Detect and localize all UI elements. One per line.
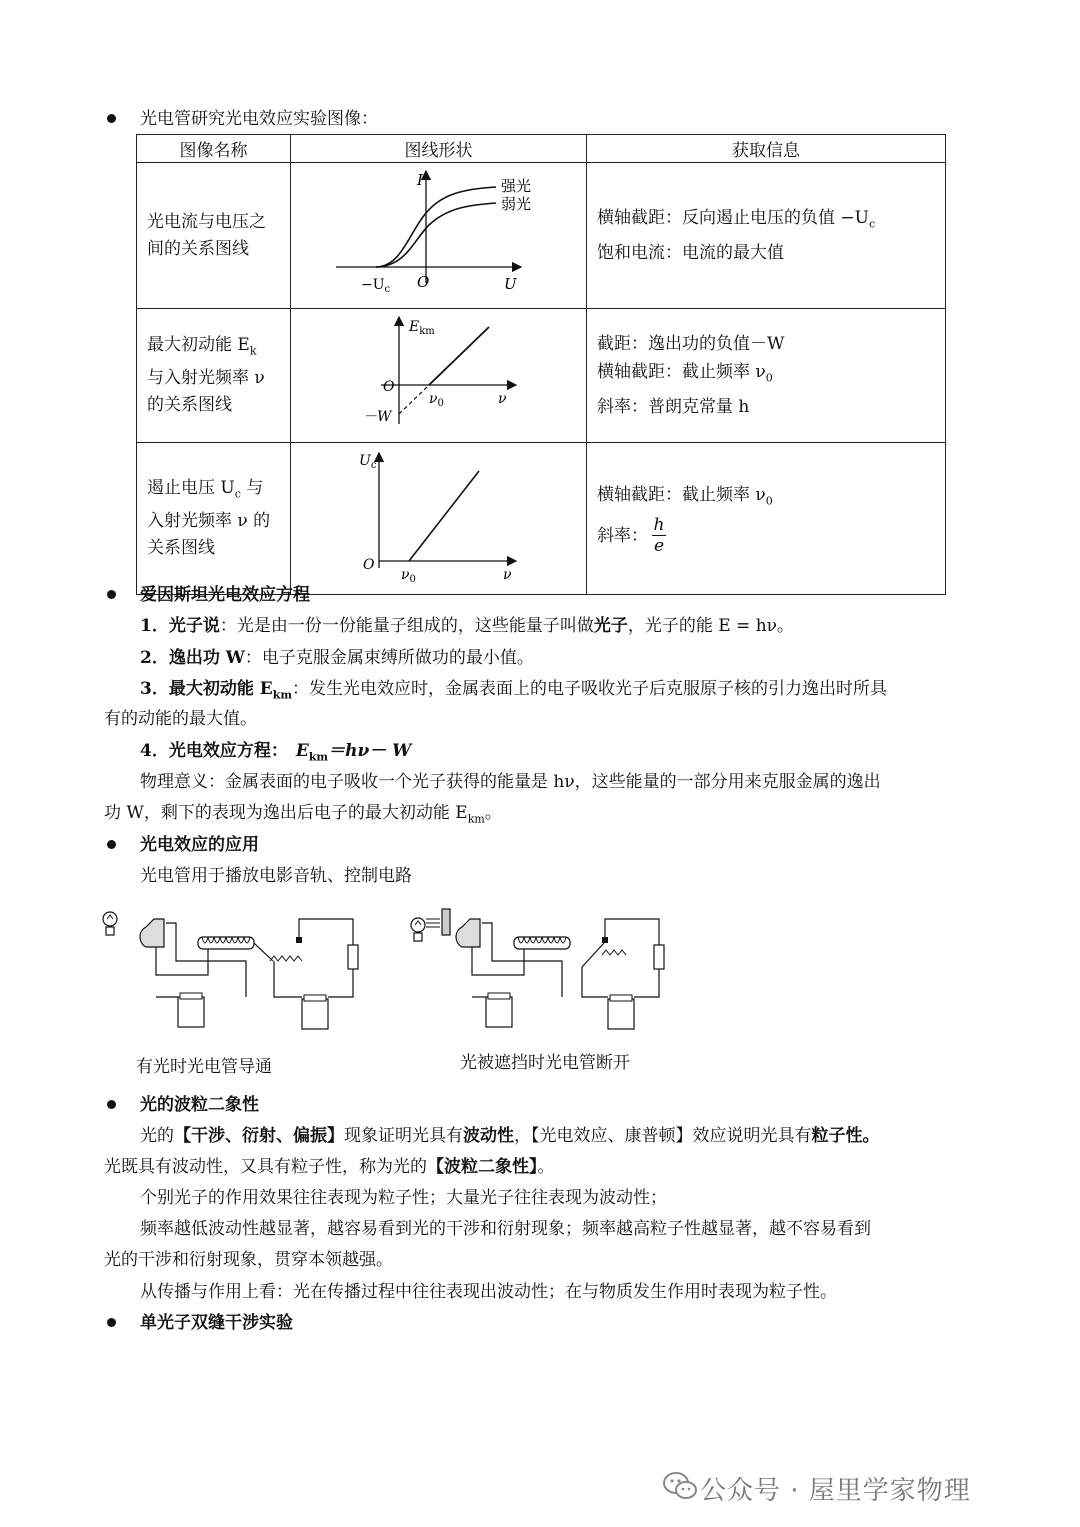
x-intercept-label: $\nu_0$	[401, 567, 416, 585]
weak-light-label: 弱光	[501, 195, 532, 213]
section-title-1: 光电管研究光电效应实验图像：	[140, 109, 378, 129]
battery	[302, 999, 328, 1029]
row-name: 光电流与电压之 间的关系图线	[137, 163, 291, 309]
einstein-p3: 3．最大初动能 $E_{km}$：发生光电效应时，金属表面上的电子吸收光子后克服原子核的引力逸出时所具	[140, 679, 887, 702]
lamp-icon	[103, 912, 117, 935]
x-axis-label: ν	[503, 567, 512, 583]
y-intercept-label: －W	[363, 409, 392, 425]
uc-frequency-graph	[291, 443, 586, 589]
origin-label: O	[363, 557, 375, 573]
row-name: 最大初动能 $E_k$ 与入射光频率 ν 的关系图线	[137, 309, 291, 443]
shutter	[442, 909, 450, 935]
resistor	[348, 945, 358, 969]
row-info: 横轴截距：反向遏止电压的负值 $-U_c$ 饱和电流：电流的最大值	[587, 163, 946, 309]
duality-line-1: 光的【干涉、衍射、偏振】现象证明光具有波动性，【光电效应、康普顿】效应说明光具有粒子性。	[140, 1126, 880, 1146]
einstein-p1: 1．光子说：光是由一份一份能量子组成的，这些能量子叫做光子，光子的能 E = hν。	[140, 616, 794, 636]
slope-fraction: h e	[653, 515, 665, 557]
row-name: 遏止电压 $U_c$ 与 入射光频率 ν 的 关系图线	[137, 443, 291, 595]
y-axis-label: $U_c$	[359, 453, 377, 471]
table-header: 图线形状	[291, 135, 587, 163]
table-header: 获取信息	[587, 135, 946, 163]
y-axis-label: I	[417, 171, 423, 189]
section-title-4: 光的波粒二象性	[140, 1095, 259, 1115]
duality-line-4: 频率越低波动性越显著，越容易看到光的干涉和衍射现象；频率越高粒子性越显著，越不容易看到	[140, 1219, 871, 1239]
extension-dashed	[399, 385, 429, 414]
current-voltage-graph	[291, 163, 586, 303]
bullet	[107, 590, 116, 599]
battery	[486, 997, 512, 1027]
x-axis-label: ν	[498, 391, 507, 407]
phototube	[456, 919, 480, 947]
battery	[178, 997, 204, 1027]
bullet	[107, 114, 116, 123]
phototube	[140, 919, 164, 947]
x-axis-label: U	[504, 275, 517, 293]
watermark-text: 公众号 · 屋里学家物理	[700, 1476, 971, 1506]
x-intercept-label: $-U_c$	[361, 277, 391, 295]
table-row	[137, 309, 946, 443]
resistor	[654, 945, 664, 969]
graph-cell	[291, 163, 587, 309]
application-text: 光电管用于播放电影音轨、控制电路	[140, 866, 412, 886]
lamp-icon	[411, 918, 425, 941]
einstein-p2: 2．逸出功 W：电子克服金属束缚所做功的最小值。	[140, 648, 534, 668]
strong-light-curve	[376, 187, 496, 267]
duality-line-2: 光既具有波动性，又具有粒子性，称为光的【波粒二象性】。	[104, 1157, 555, 1177]
battery	[608, 999, 634, 1029]
einstein-p4: 4．光电效应方程： $E_{km}=h\nu- W$	[140, 741, 412, 764]
section-title-3: 光电效应的应用	[140, 835, 259, 855]
ekm-line	[429, 327, 489, 385]
origin-label: O	[383, 379, 395, 395]
origin-label: O	[417, 273, 430, 291]
section-title-5: 单光子双缝干涉实验	[140, 1313, 293, 1333]
table-row	[137, 443, 946, 595]
section-title-2: 爱因斯坦光电效应方程	[140, 585, 310, 605]
meaning-line-2: 功 W，剩下的表现为逸出后电子的最大初动能 $E_{km}$。	[104, 803, 502, 826]
strong-light-label: 强光	[501, 177, 532, 195]
einstein-p3-cont: 有的动能的最大值。	[104, 709, 257, 729]
table-row	[137, 163, 946, 309]
bullet	[107, 840, 116, 849]
graph-cell	[291, 309, 587, 443]
table-header: 图像名称	[137, 135, 291, 163]
bullet	[107, 1318, 116, 1327]
row-info: 横轴截距：截止频率 $\nu_0$ 斜率： h e	[587, 443, 946, 595]
graph-cell	[291, 443, 587, 595]
row-info: 截距：逸出功的负值－W 横轴截距：截止频率 $\nu_0$ 斜率：普朗克常量 h	[587, 309, 946, 443]
ekm-frequency-graph	[291, 309, 586, 437]
meaning-line-1: 物理意义：金属表面的电子吸收一个光子获得的能量是 hν，这些能量的一部分用来克服金属的逸出	[140, 772, 881, 792]
x-intercept-label: $\nu_0$	[429, 391, 444, 409]
wechat-icon	[662, 1470, 698, 1502]
weak-light-curve	[376, 203, 496, 267]
photoelectric-table	[136, 134, 946, 595]
circuit-blocked	[406, 905, 696, 1035]
caption-lit: 有光时光电管导通	[136, 1057, 272, 1077]
duality-line-5: 光的干涉和衍射现象，贯穿本领越强。	[104, 1250, 393, 1270]
duality-line-3: 个别光子的作用效果往往表现为粒子性；大量光子往往表现为波动性；	[140, 1188, 667, 1208]
duality-line-6: 从传播与作用上看：光在传播过程中往往表现出波动性；在与物质发生作用时表现为粒子性。	[140, 1282, 837, 1302]
bullet	[107, 1100, 116, 1109]
uc-line	[409, 471, 479, 561]
y-axis-label: $E_{km}$	[409, 319, 435, 337]
circuit-lit	[98, 905, 388, 1035]
caption-blocked: 光被遮挡时光电管断开	[460, 1053, 630, 1073]
